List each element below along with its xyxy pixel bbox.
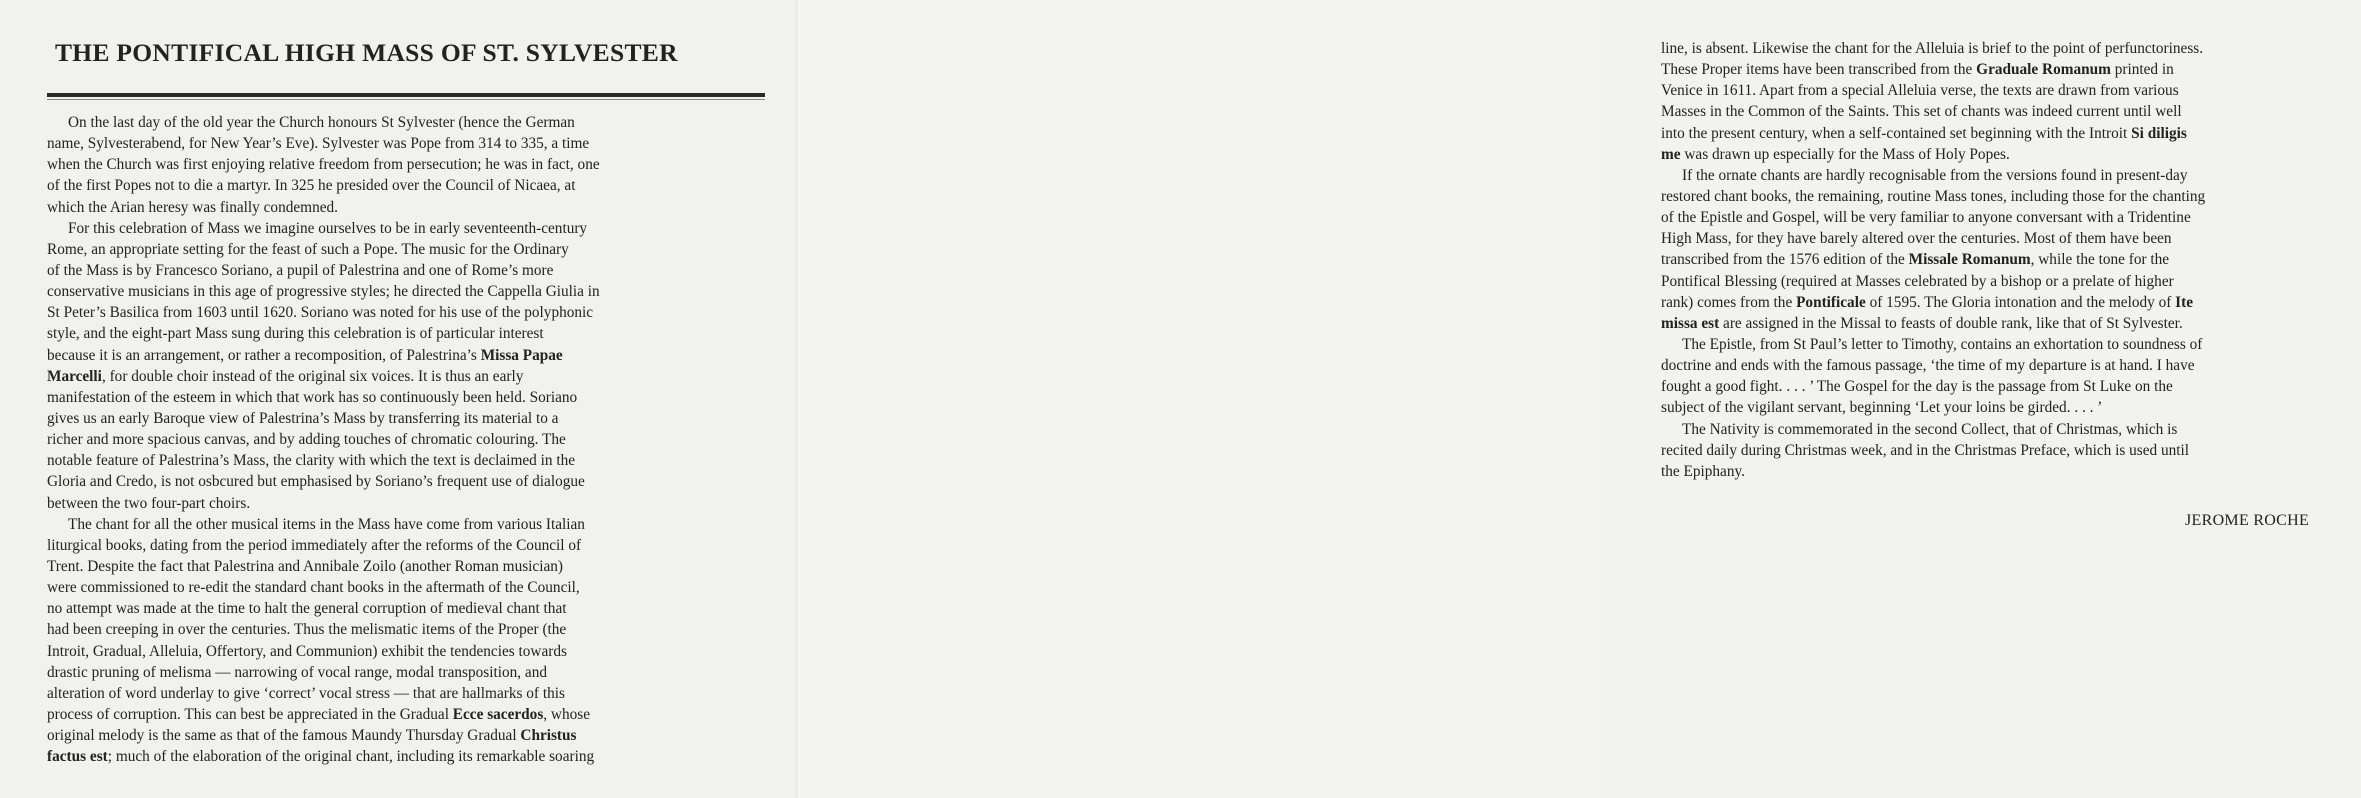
text-span: liturgical books, dating from the period immediately after the reforms of the Council of [47,536,582,554]
text-line [47,323,767,344]
text-line [1661,80,2361,101]
text-span: subject of the vigilant servant, beginning ‘Let your loins be girded. . . . ’ [1661,399,2103,417]
bold-title-span: Christus [520,727,577,745]
bold-title-span: me [1661,145,1681,163]
text-line [1661,461,2361,482]
text-line [1661,207,2361,228]
text-span: Rome, an appropriate setting for the feast of such a Pope. The music for the Ordinary [47,240,569,258]
text-span: rank) comes from the [1661,293,1797,311]
text-line [47,493,767,514]
text-span: Masses in the Common of the Saints. This set of chants was indeed current until well [1661,103,2182,121]
left-page [0,0,800,798]
text-span: , for double choir instead of the original six voices. It is thus an early [101,367,524,385]
text-line [47,598,767,619]
right-page [800,0,2310,798]
text-line [47,197,767,218]
text-line [47,471,767,492]
text-span: the Epiphany. [1661,462,1745,480]
text-span: were commissioned to re-edit the standard chant books in the aftermath of the Council, [47,579,580,597]
text-span: style, and the eight-part Mass sung during this celebration is of particular interest [47,325,544,343]
text-line [1661,419,2361,440]
text-line [1661,186,2361,207]
text-line [47,704,767,725]
text-span: Venice in 1611. Apart from a special Alleluia verse, the texts are drawn from various [1661,82,2179,100]
title-rule [47,93,765,97]
text-span: Gloria and Credo, is not osbcured but emphasised by Soriano’s frequent use of dialogue [47,473,585,491]
text-line [1661,313,2361,334]
text-span: The chant for all the other musical items in the Mass have come from various Italian [68,515,585,533]
text-span: If the ornate chants are hardly recognisable from the versions found in present-day [1682,166,2188,184]
text-span: no attempt was made at the time to halt the general corruption of medieval chant that [47,600,567,618]
text-span: name, Sylvesterabend, for New Year’s Eve). Sylvester was Pope from 314 to 335, a time [47,135,590,153]
text-line [47,154,767,175]
text-line [47,429,767,450]
text-span: fought a good fight. . . . ’ The Gospel for the day is the passage from St Luke on the [1661,378,2173,396]
text-line [47,387,767,408]
text-span: conservative musicians in this age of progressive styles; he directed the Cappella Giulia in [47,283,600,301]
text-span: when the Church was first enjoying relative freedom from persecution; he was in fact, one [47,156,600,174]
text-span: St Peter’s Basilica from 1603 until 1620. Soriano was noted for his use of the polyphonic [47,304,594,322]
text-span: of the Epistle and Gospel, will be very familiar to anyone conversant with a Tridentine [1661,209,2191,227]
text-line [47,683,767,704]
text-line [47,662,767,683]
text-line [47,133,767,154]
text-span: The Epistle, from St Paul’s letter to Timothy, contains an exhortation to soundness of [1682,335,2203,353]
text-span: These Proper items have been transcribed from the [1661,61,1977,79]
text-span: , while the tone for the [2030,251,2170,269]
text-line [47,345,767,366]
text-line [1661,397,2361,418]
text-line [1661,165,2361,186]
text-line [1661,123,2361,144]
bold-title-span: Pontificale [1796,293,1866,311]
text-line [47,535,767,556]
text-span: which the Arian heresy was finally condemned. [47,198,338,216]
bold-title-span: Ecce sacerdos [452,705,544,723]
text-span: gives us an early Baroque view of Palestrina’s Mass by transferring its material to a [47,409,559,427]
text-span: Introit, Gradual, Alleluia, Offertory, and Communion) exhibit the tendencies towards [47,642,567,660]
text-span: between the two four-part choirs. [47,494,251,512]
text-span: of 1595. The Gloria intonation and the melody of [1865,293,2176,311]
text-span: recited daily during Christmas week, and in the Christmas Preface, which is used until [1661,441,2190,459]
text-span: into the present century, when a self-contained set beginning with the Introit [1661,124,2132,142]
text-line [47,239,767,260]
text-line [1661,228,2361,249]
text-span: richer and more spacious canvas, and by adding touches of chromatic colouring. The [47,431,566,449]
text-span: On the last day of the old year the Church honours St Sylvester (hence the German [68,114,575,131]
text-span: of the Mass is by Francesco Soriano, a pupil of Palestrina and one of Rome’s more [47,261,554,279]
text-span: process of corruption. This can best be appreciated in the Gradual [47,705,453,723]
text-line [47,450,767,471]
text-line [1661,144,2361,165]
text-span: of the first Popes not to die a martyr. In 325 he presided over the Council of Nicaea, at [47,177,576,195]
text-line [1661,292,2361,313]
text-span: drastic pruning of melisma — narrowing of vocal range, modal transposition, and [47,663,548,681]
text-line [1661,440,2361,461]
text-line [47,302,767,323]
left-text-column [47,112,767,767]
bold-title-span: Ite [2175,293,2194,311]
text-line [47,218,767,239]
text-line [47,746,767,767]
text-span: was drawn up especially for the Mass of Holy Popes. [1680,145,2010,163]
text-span: original melody is the same as that of the famous Maundy Thursday Gradual [47,727,521,745]
text-line [47,725,767,746]
author-signature: JEROME ROCHE [2185,512,2310,529]
text-line [1661,376,2361,397]
text-line [47,408,767,429]
text-line [1661,101,2361,122]
text-line [1661,59,2361,80]
text-span: The Nativity is commemorated in the second Collect, that of Christmas, which is [1682,420,2178,438]
bold-title-span: Missale Romanum [1908,251,2031,269]
text-span: ; much of the elaboration of the original chant, including its remarkable soaring [107,748,595,766]
text-span: For this celebration of Mass we imagine ourselves to be in early seventeenth-century [68,219,588,237]
page-title: THE PONTIFICAL HIGH MASS OF ST. SYLVESTER [55,38,678,67]
text-line [47,112,767,133]
text-span: transcribed from the 1576 edition of the [1661,251,1909,269]
text-span: printed in [2110,61,2174,79]
bold-title-span: factus est [47,748,108,766]
text-span: restored chant books, the remaining, routine Mass tones, including those for the chanting [1661,187,2206,205]
text-span: High Mass, for they have barely altered over the centuries. Most of them have been [1661,230,2172,248]
text-line [47,175,767,196]
text-line [47,619,767,640]
title-rule-thin [47,99,765,100]
text-span: alteration of word underlay to give ‘correct’ vocal stress — that are hallmarks of this [47,684,565,702]
bold-title-span: Si diligis [2131,124,2187,142]
text-line [47,281,767,302]
text-span: doctrine and ends with the famous passage, ‘the time of my departure is at hand. I have [1661,357,2195,375]
text-line [1661,355,2361,376]
text-line [47,366,767,387]
text-span: manifestation of the esteem in which that work has so continuously been held. Soriano [47,388,578,406]
right-text-column [1661,38,2361,482]
text-line [47,641,767,662]
text-line [1661,38,2361,59]
text-span: are assigned in the Missal to feasts of double rank, like that of St Sylvester. [1719,314,2183,332]
bold-title-span: missa est [1661,314,1720,332]
text-line [1661,271,2361,292]
text-span: Trent. Despite the fact that Palestrina and Annibale Zoilo (another Roman musician) [47,557,564,575]
text-span: because it is an arrangement, or rather a recomposition, of Palestrina’s [47,346,481,364]
text-line [1661,249,2361,270]
bold-title-span: Marcelli [47,367,102,385]
text-span: notable feature of Palestrina’s Mass, the clarity with which the text is declaimed in the [47,452,576,470]
text-line [47,514,767,535]
text-span: line, is absent. Likewise the chant for the Alleluia is brief to the point of perfunctoriness. [1661,40,2204,57]
bold-title-span: Graduale Romanum [1976,61,2111,79]
text-span: , whose [543,705,591,723]
text-line [47,556,767,577]
bold-title-span: Missa Papae [480,346,563,364]
text-line [47,260,767,281]
text-line [1661,334,2361,355]
text-line [47,577,767,598]
text-span: Pontifical Blessing (required at Masses celebrated by a bishop or a prelate of higher [1661,272,2174,290]
text-span: had been creeping in over the centuries. Thus the melismatic items of the Proper (the [47,621,567,639]
